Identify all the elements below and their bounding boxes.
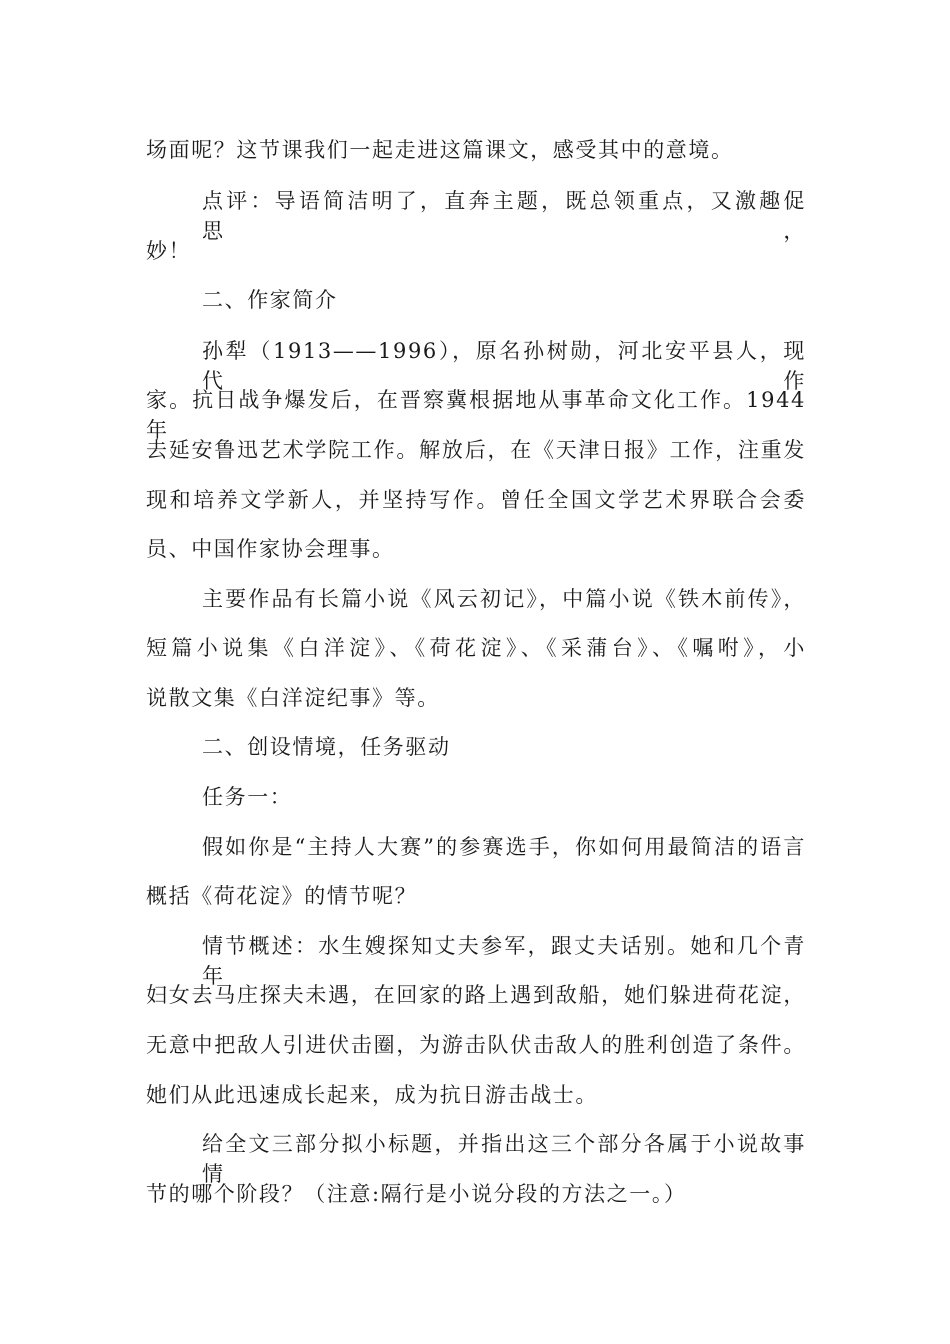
- text-line: 员、中国作家协会理事。: [146, 537, 395, 561]
- text-line: 去延安鲁迅艺术学院工作。解放后，在《天津日报》工作，注重发: [146, 438, 806, 462]
- text-line: 节的哪个阶段？（注意:隔行是小说分段的方法之一。）: [146, 1182, 687, 1206]
- text-line: 妇女去马庄探夫未遇，在回家的路上遇到敌船，她们躲进荷花淀，: [146, 983, 806, 1007]
- text-line: 假如你是“主持人大赛”的参赛选手，你如何用最简洁的语言: [202, 835, 806, 859]
- text-line: 无意中把敌人引进伏击圈，为游击队伏击敌人的胜利创造了条件。: [146, 1033, 806, 1057]
- text-line: 概括《荷花淀》的情节呢？: [146, 884, 418, 908]
- text-line: 点评：导语简洁明了，直奔主题，既总领重点，又激趣促思，: [202, 189, 806, 243]
- text-line: 现和培养文学新人，并坚持写作。曾任全国文学艺术界联合会委: [146, 488, 806, 512]
- text-line: 给全文三部分拟小标题，并指出这三个部分各属于小说故事情: [202, 1132, 806, 1186]
- text-line: 短篇小说集《白洋淀》、《荷花淀》、《采蒲台》、《嘱咐》，小: [146, 636, 806, 660]
- text-line: 情节概述：水生嫂探知丈夫参军，跟丈夫话别。她和几个青年: [202, 934, 806, 988]
- text-line: 家。抗日战争爆发后，在晋察冀根据地从事革命文化工作。1944 年: [146, 388, 806, 442]
- section-heading: 二、作家简介: [202, 288, 338, 312]
- text-line: 她们从此迅速成长起来，成为抗日游击战士。: [146, 1083, 598, 1107]
- text-line: 主要作品有长篇小说《风云初记》，中篇小说《铁木前传》，: [202, 587, 806, 611]
- text-line: 说散文集《白洋淀纪事》等。: [146, 686, 440, 710]
- text-line: 妙！: [146, 239, 192, 263]
- text-line: 孙犁（1913——1996），原名孙树勋，河北安平县人，现代作: [202, 339, 806, 393]
- text-line: 场面呢？这节课我们一起走进这篇课文，感受其中的意境。: [146, 138, 734, 162]
- task-label: 任务一：: [202, 785, 293, 809]
- section-heading: 二、创设情境，任务驱动: [202, 735, 451, 759]
